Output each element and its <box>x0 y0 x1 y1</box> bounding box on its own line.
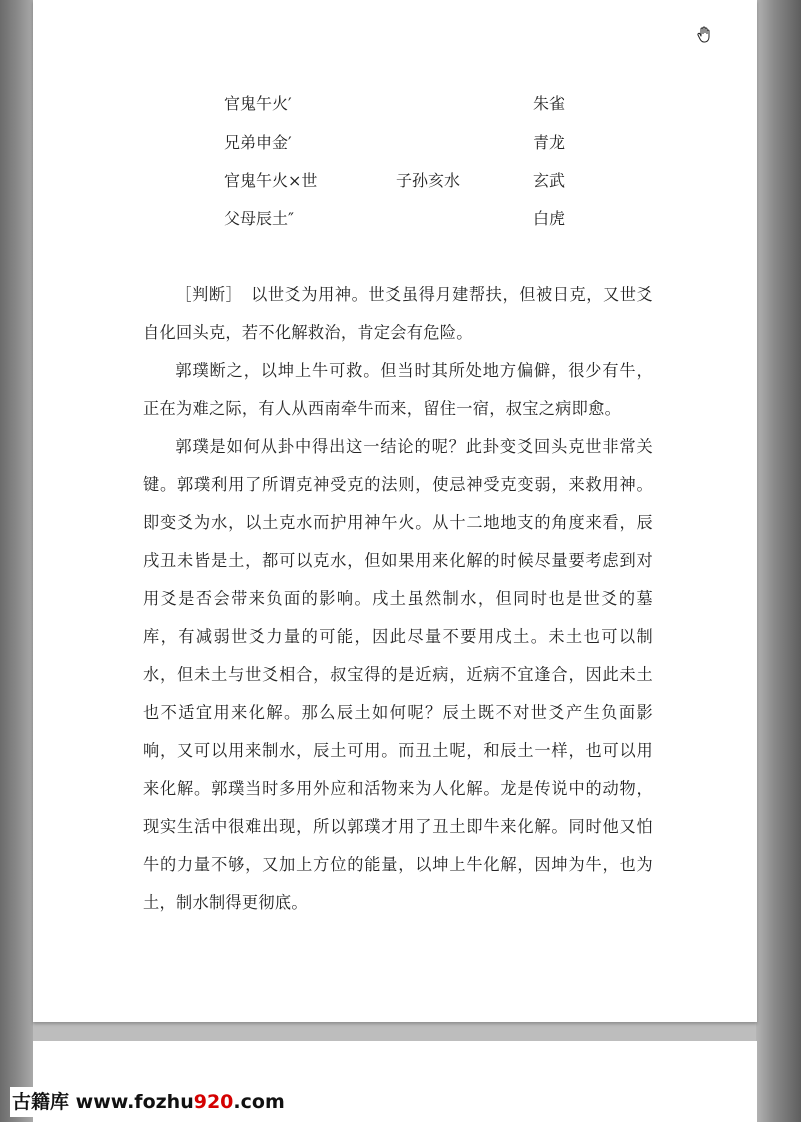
gua-line-4 <box>0 206 724 232</box>
gua-line-3 <box>0 168 724 194</box>
gua-line-1 <box>0 91 724 117</box>
gua-line-left: 兄弟申金′ <box>224 133 292 152</box>
watermark-url-suffix: .com <box>233 1091 285 1113</box>
hand-cursor-icon <box>696 26 712 44</box>
paragraph-guopu-verdict: 郭璞断之，以坤上牛可救。但当时其所处地方偏僻，很少有牛，正在为难之际，有人从西南牵牛而来，留住一宿，叔宝之病即愈。 <box>143 361 653 418</box>
body-text <box>143 276 653 922</box>
gua-line-mid: 子孙亥水 <box>396 171 461 190</box>
document-page <box>33 0 757 1022</box>
gua-line-left: 父母辰土″ <box>224 209 294 228</box>
gua-line-right: 青龙 <box>533 133 566 152</box>
watermark-url-prefix: www.fozhu <box>75 1091 194 1113</box>
gua-line-right: 玄武 <box>533 171 566 190</box>
gua-line-left: 官鬼午火′ <box>224 94 292 113</box>
site-watermark <box>10 1087 287 1117</box>
gua-line-right: 朱雀 <box>533 94 566 113</box>
paragraph-judgment: ［判断］ 以世爻为用神。世爻虽得月建帮扶，但被日克，又世爻自化回头克，若不化解救治，肯定会有危险。 <box>143 285 653 342</box>
watermark-url-number: 920 <box>193 1091 234 1113</box>
gua-line-right: 白虎 <box>533 209 566 228</box>
watermark-brand: 古籍库 <box>12 1091 70 1113</box>
gua-line-2 <box>0 130 724 156</box>
paragraph-analysis: 郭璞是如何从卦中得出这一结论的呢？此卦变爻回头克世非常关键。郭璞利用了所谓克神受克的法则，使忌神受克变弱，来救用神。即变爻为水，以土克水而护用神午火。从十二地地支的角度来看，辰戌丑未皆是土，都可以克水，但如果用来化解的时候尽量要考虑到对用爻是否会带来负面的影响。戌土虽然制水，但同时也是世爻的墓库，有减弱世爻力量的可能，因此尽量不要用戌土。未土也可以制水，但未土与世爻相合，叔宝得的是近病，近病不宜逢合，因此未土也不适宜用来化解。那么辰土如何呢？辰土既不对世爻产生负面影响，又可以用来制水，辰土可用。而丑土呢，和辰土一样，也可以用来化解。郭璞当时多用外应和活物来为人化解。龙是传说中的动物，现实生活中很难出现，所以郭璞才用了丑土即牛来化解。同时他又怕牛的力量不够，又加上方位的能量，以坤上牛化解，因坤为牛，也为土，制水制得更彻底。 <box>143 437 653 912</box>
gua-line-left: 官鬼午火×世 <box>224 171 318 190</box>
viewer-background-right <box>756 0 801 1122</box>
